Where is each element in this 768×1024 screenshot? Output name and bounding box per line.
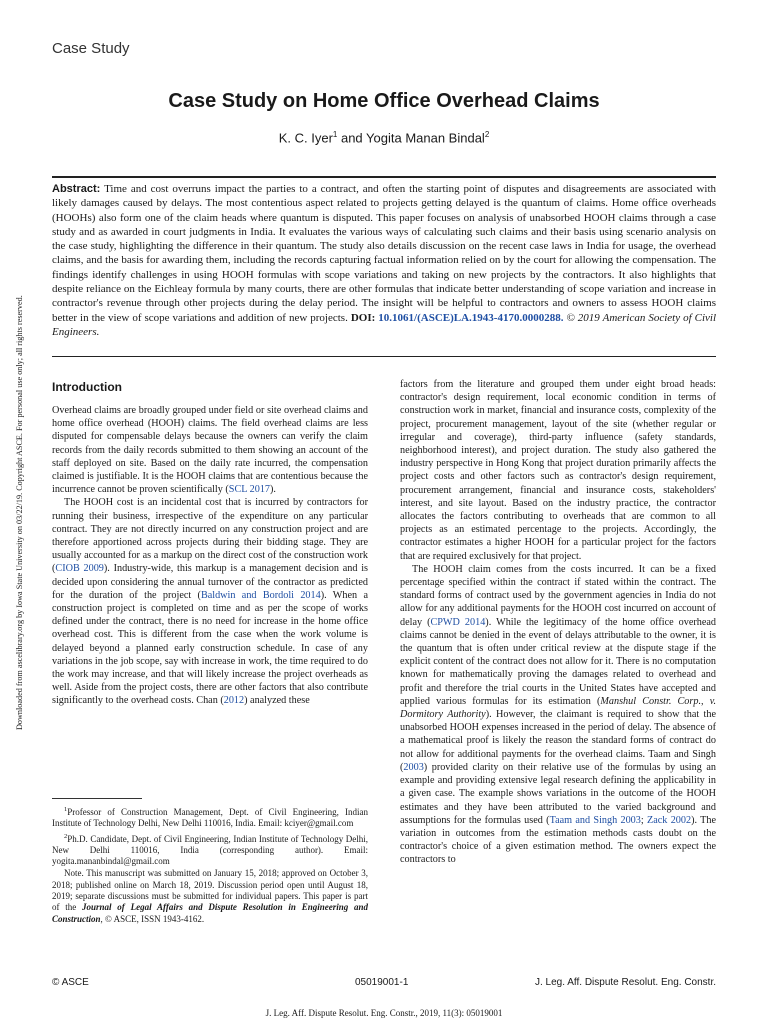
author-1-affiliation-marker[interactable]: 1 [332, 130, 338, 139]
paragraph: The HOOH claim comes from the costs incurred. It can be a fixed percentage specified within the contract if stated within the contract. The standard forms of contract used by the government agencies in India do not allow for any additional payments for the HOOH cost incurred on account of delay (CPWD 2014). While the legitimacy of the home office overhead claims cannot be denied in the event of delays attributable to the owner, it is the quantum that is often under critical review at the dispute stage if the explicit content of the contract does not allow for it. There is no computation known for mathematically proving the damages related to overhead and profit and therefore the trial courts in the United States have accepted and applied various formulas for its estimation (Manshul Constr. Corp., v. Dormitory Authority). However, the claimant is required to show that the unabsorbed HOOH expenses increased in the period of delay. The absence of a mathematical proof is likely the reason the standard forms of contract do not allow for additional payments for the overhead claims. Taam and Singh (2003) provided clarity on their relative use of the formulas by using an example and providing extensive legal research defining the applicability in a given case. The example shows variations in the outcome of the HOOH estimates and they have been attributed to the varied background and assumptions for the formulas used (Taam and Singh 2003; Zack 2002). The variation in outcomes from the estimation methods casts doubt on the contractor's choice of a given estimation method. The owners expect the contractors to [400, 563, 717, 866]
reference-link[interactable]: SCL 2017 [228, 484, 271, 496]
footnote-2: $^2$Ph.D. Candidate, Dept. of Civil Engineering, Indian Institute of Technology Delhi, New Delhi 110016, India (corresponding author). Email: yogita.mananbindal@gmail.com [52, 832, 368, 867]
author-joiner: and [337, 130, 367, 146]
submission-note: Note. This manuscript was submitted on January 15, 2018; approved on October 3, 2018; published online on March 18, 2019. Discussion period open until August 18, 2019; separate discussions must be submitted for individual papers. This paper is part of the Journal of Legal Affairs and Dispute Resolution in Engineering and Construction, © ASCE, ISSN 1943-4162. [52, 868, 368, 924]
abstract [52, 182, 716, 339]
doi-link[interactable]: 10.1061/(ASCE)LA.1943-4170.0000288. [378, 311, 564, 324]
paragraph: factors from the literature and grouped them under eight broad heads: contractor's design requirement, local economic condition in terms of construction work in market, financial and insurance costs, complexity of the project, procurement management, layout of the site (whether regular or irregular and coverage), third-party influence (safety standards, neighborhood interest), and project duration. The study also gathered the industry perspective in Hong Kong that project duration primarily affects the project costs and other factors such as contractor's design requirement, procurement arrangement, financial and insurance costs, stakeholders' interest, and site layout. Based on the industry practice, the contractor allocates the factors contributing to overheads that are common to all projects as an estimated percentage to the projects. Accordingly, the contractor estimates a higher HOOH for a particular project for the factors that are required exclusively for that project. [400, 379, 716, 562]
download-notice [3, 230, 24, 730]
case-citation: Manshul Constr. Corp., v. Dormitory Authority [400, 695, 717, 721]
author-line [0, 130, 768, 145]
author-2[interactable]: Yogita Manan Bindal [366, 130, 485, 146]
footnote-1: $^1$Professor of Construction Management, Dept. of Civil Engineering, Indian Institute of Technology Delhi, New Delhi 110016, India. Email: kciyer@gmail.com [52, 806, 368, 829]
footnotes [52, 804, 368, 926]
citation-line: J. Leg. Aff. Dispute Resolut. Eng. Constr., 2019, 11(3): 05019001 [265, 1008, 503, 1018]
section-label: Case Study [52, 40, 130, 57]
abstract-text: Time and cost overruns impact the parties to a contract, and often the starting point of disputes and disagreements are associated with likely damages caused by delays. The most contentious aspect related to projects getting delayed is the quantum of claims. Home office overheads (HOOHs) also form one of the claim heads where quantum is disputed. This paper focuses on analysis of unabsorbed HOOH claims through a case study and as awarded in court judgments in India. It evaluates the various ways of calculating such claims and their basis using scenario analysis on the case study, highlighting the difference in their quantum. The study also details discussion on the recent case laws in India for usage, the overhead claims, and the basis for awarding them, including the records capturing factual information relied on by the court for allowing the compensation. The findings identify challenges in using HOOH formulas with scope variations and taking on new projects by the contractors. It also highlights that despite reliance on the Eichleay formula by many courts, there are other formulas that indicate better understanding of scope variation and increase in contractor's revenue through other projects during the delay period. The insight will be helpful to contractors and owners to assess HOOH claims better in the view of scope variations and addition of new projects. [52, 183, 716, 324]
doi-label: DOI: [350, 311, 376, 324]
reference-link[interactable]: CIOB 2009 [55, 563, 104, 575]
author-2-affiliation-marker[interactable]: 2 [484, 130, 490, 139]
footer-page-id: 05019001-1 [355, 977, 409, 988]
footer-copyright: © ASCE [52, 977, 89, 988]
paragraph: Overhead claims are broadly grouped under field or site overhead claims and home office overhead (HOOH) claims. The field overhead claims are less disputed for compensable delays because the owners can verify the claim records from the daily records submitted to them showing an account of the staff deployed on site. Based on the daily rate incurred, the compensation claimed is justifiable. It is the HOOH claims that are contentious because the incurrence cannot be proven scientifically (SCL 2017). [52, 405, 368, 496]
download-notice-text: Downloaded from ascelibrary.org by Iowa State University on 03/22/19. Copyright ASCE. For personal use only; all rights reserved. [15, 295, 24, 730]
abstract-top-rule [52, 176, 716, 178]
reference-link[interactable]: Zack 2002 [647, 814, 692, 826]
abstract-label: Abstract: [52, 183, 101, 195]
reference-link[interactable]: Taam and Singh 2003 [549, 814, 641, 826]
footnote-rule [52, 798, 142, 799]
reference-link[interactable]: 2003 [403, 761, 424, 773]
author-1[interactable]: K. C. Iyer [278, 130, 333, 146]
section-heading-introduction: Introduction [52, 380, 122, 394]
reference-link[interactable]: CPWD 2014 [430, 616, 486, 628]
left-column [52, 404, 368, 708]
paper-title: Case Study on Home Office Overhead Claims [168, 90, 600, 112]
right-column [400, 378, 716, 867]
paragraph: The HOOH cost is an incidental cost that is incurred by contractors for running their business, irrespective of the expenditure on any particular contract. They are not directly incurred on any construction project and are therefore apportioned across projects during their bidding stage. They are usually accounted for as a markup on the direct cost of the construction work (CIOB 2009). Industry-wide, this markup is a management decision and is decided upon considering the annual turnover of the contractor as predicted for the duration of the project (Baldwin and Bordoli 2014). When a construction project is completed on time and as per the scope of works defined under the contract, there is no need for increase in the home office overhead cost. This is different from the case when the work volume is delayed beyond a planned early construction schedule. In case of any variations in the job scope, say with increase in work, the time required to do the work may increase, and that will likely increase the project overheads as well. Aside from the project costs, there are other factors that also contribute significantly to the overhead costs. Chan (2012) analyzed these [52, 497, 369, 707]
abstract-bottom-rule [52, 356, 716, 357]
footer-journal: J. Leg. Aff. Dispute Resolut. Eng. Constr. [534, 977, 716, 988]
copyright-notice: © 2019 American Society of Civil Engineers. [52, 311, 717, 338]
reference-link[interactable]: 2012 [223, 695, 245, 707]
reference-link[interactable]: Baldwin and Bordoli 2014 [200, 589, 321, 601]
journal-name: Journal of Legal Affairs and Dispute Resolution in Engineering and Construction [52, 902, 368, 924]
